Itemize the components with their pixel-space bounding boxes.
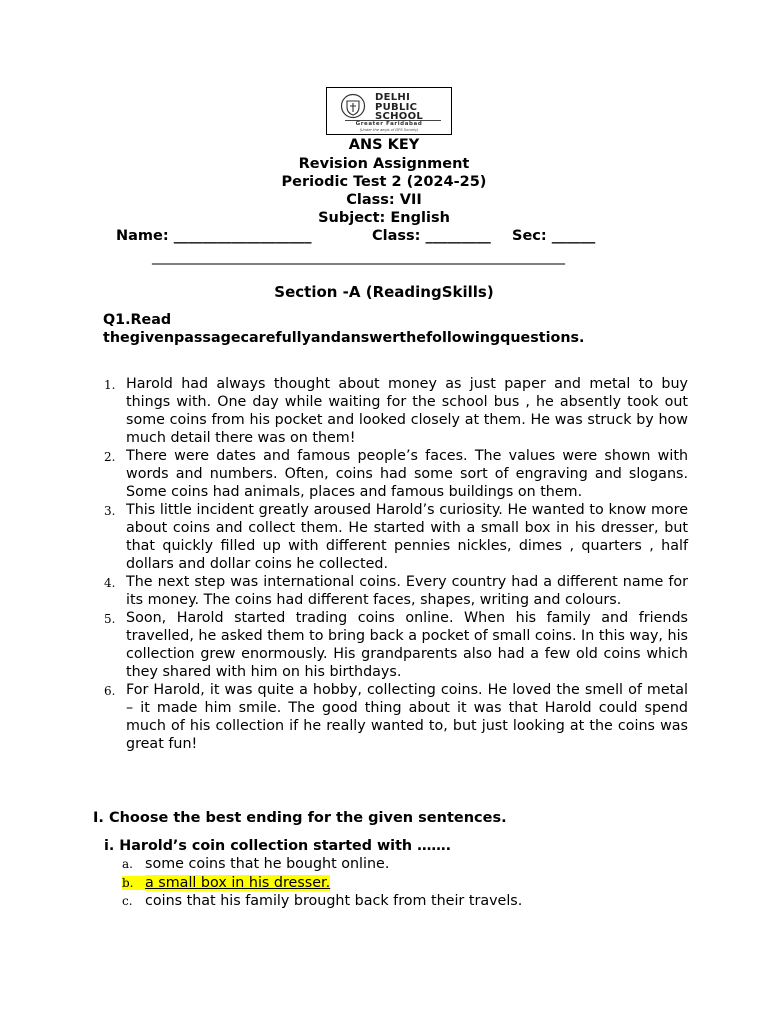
passage-paragraph: [100, 609, 688, 681]
paragraph-number: 1.: [104, 378, 116, 392]
school-logo-name: DELHI PUBLIC SCHOOL: [375, 92, 424, 122]
passage: [100, 375, 688, 753]
assignment-title: Revision Assignment: [298, 156, 470, 172]
option-letter: b.: [122, 876, 145, 890]
paragraph-text: The next step was international coins. Every country had a different name for its money. The coins had different faces, shapes, writing and colours.: [126, 574, 688, 608]
subject-title: Subject: English: [318, 210, 450, 226]
test-title: Periodic Test 2 (2024-25): [281, 174, 487, 190]
class-field: Class: _________: [372, 228, 491, 244]
part-one-heading: I. Choose the best ending for the given sentences.: [93, 810, 507, 826]
paragraph-number: 4.: [104, 576, 116, 590]
paragraph-number: 5.: [104, 612, 116, 626]
option-text: coins that his family brought back from their travels.: [145, 893, 523, 909]
passage-paragraph: [100, 447, 688, 501]
school-logo: [326, 87, 452, 135]
school-crest-icon: [339, 93, 367, 119]
passage-paragraph: [100, 501, 688, 573]
option-letter: a.: [122, 857, 133, 871]
passage-paragraph: [100, 375, 688, 447]
option-letter: c.: [122, 894, 133, 908]
option-c: [122, 893, 522, 909]
header-divider: ___________________________________________________________: [152, 249, 565, 265]
paragraph-number: 3.: [104, 504, 116, 518]
question-label: Q1.Read: [103, 312, 172, 328]
option-a: [122, 856, 389, 872]
sub-question: i. Harold’s coin collection started with …….: [104, 838, 452, 854]
passage-paragraph: [100, 681, 688, 753]
question-instruction: thegivenpassagecarefullyandanswerthefollowingquestions.: [103, 330, 585, 346]
passage-paragraph: [100, 573, 688, 609]
paragraph-text: This little incident greatly aroused Harold’s curiosity. He wanted to know more about coins and collect them. He started with a small box in his dresser, but that quickly filled up with different pennies nickles, dimes , quarters , half dollars and dollar coins he collected.: [126, 502, 688, 572]
paragraph-text: For Harold, it was quite a hobby, collecting coins. He loved the smell of metal – it made him smile. The good thing about it was that Harold could spend much of his collection if he really wanted to, but just looking at the coins was great fun!: [126, 682, 688, 752]
paragraph-number: 6.: [104, 684, 116, 698]
paragraph-text: Soon, Harold started trading coins online. When his family and friends travelled, he asked them to bring back a pocket of small coins. In this way, his collection grew enormously. His grandparents also had a few old coins which they shared with him on his birthdays.: [126, 610, 688, 680]
logo-tagline: (Under the aegis of DPS Society): [359, 128, 419, 132]
paragraph-text: Harold had always thought about money as just paper and metal to buy things with. One day while waiting for the school bus , he absently took out some coins from his pocket and looked closely at them. He was struck by how much detail there was on them!: [126, 376, 688, 446]
paragraph-number: 2.: [104, 450, 116, 464]
doc-title: ANS KEY: [348, 137, 420, 153]
section-field: Sec: ______: [512, 228, 596, 244]
section-title: Section -A (ReadingSkills): [274, 283, 494, 301]
name-field: Name: ___________________: [116, 228, 312, 244]
option-text-highlighted: a small box in his dresser.: [145, 875, 331, 891]
option-b-answer: [122, 875, 330, 891]
option-text: some coins that he bought online.: [145, 856, 390, 872]
paragraph-text: There were dates and famous people’s faces. The values were shown with words and numbers. Often, coins had some sort of engraving and slogans. Some coins had animals, places and famous buildings on them.: [126, 448, 688, 500]
class-title: Class: VII: [346, 192, 422, 208]
logo-city: Greater Faridabad: [355, 121, 423, 127]
